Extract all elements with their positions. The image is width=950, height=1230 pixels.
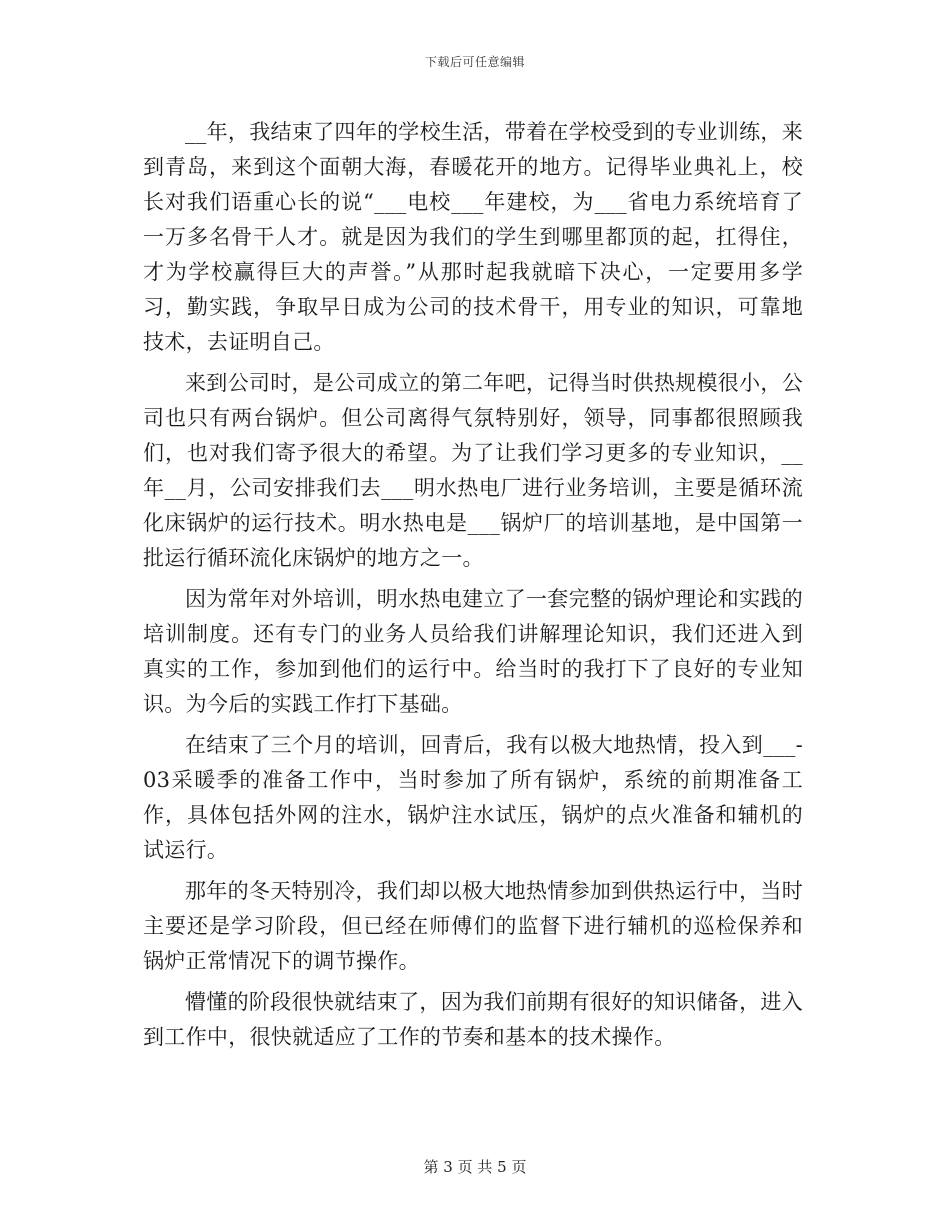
paragraph-4: 在结束了三个月的培训，回青后，我有以极大地热情，投入到___-03采暖季的准备工作中，当时参加了所有锅炉，系统的前期准备工作，具体包括外网的注水，锅炉注水试压，锅炉的点火准备和辅机的试运行。 [143,733,803,862]
page-header: 下载后可任意编辑 [424,55,525,69]
paragraph-6: 懵懂的阶段很快就结束了，因为我们前期有很好的知识储备，进入到工作中，很快就适应了工作的节奏和基本的技术操作。 [143,990,803,1049]
paragraph-5: 那年的冬天特别冷，我们却以极大地热情参加到供热运行中，当时主要还是学习阶段，但已经在师傅们的监督下进行辅机的巡检保养和锅炉正常情况下的调节操作。 [143,879,803,973]
page-footer: 第 3 页 共 5 页 [423,1158,527,1176]
paragraph-2: 来到公司时，是公司成立的第二年吧，记得当时供热规模很小，公司也只有两台锅炉。但公司离得气氛特别好，领导，同事都很照顾我们，也对我们寄予很大的希望。为了让我们学习更多的专业知识，__年__月，公司安排我们去___明水热电厂进行业务培训，主要是循环流化床锅炉的运行技术。明水热电是___锅炉厂的培训基地，是中国第一批运行循环流化床锅炉的地方之一。 [143,371,803,570]
paragraph-1: __年，我结束了四年的学校生活，带着在学校受到的专业训练，来到青岛，来到这个面朝大海，春暖花开的地方。记得毕业典礼上，校长对我们语重心长的说“___电校___年建校，为___省电力系统培育了一万多名骨干人才。就是因为我们的学生到哪里都顶的起，扛得住，才为学校赢得巨大的声誉。”从那时起我就暗下决心，一定要用多学习，勤实践，争取早日成为公司的技术骨干，用专业的知识，可靠地技术，去证明自己。 [143,120,803,354]
paragraph-3: 因为常年对外培训，明水热电建立了一套完整的锅炉理论和实践的培训制度。还有专门的业务人员给我们讲解理论知识，我们还进入到真实的工作，参加到他们的运行中。给当时的我打下了良好的专业知识。为今后的实践工作打下基础。 [143,587,803,716]
document-body [143,115,803,1061]
